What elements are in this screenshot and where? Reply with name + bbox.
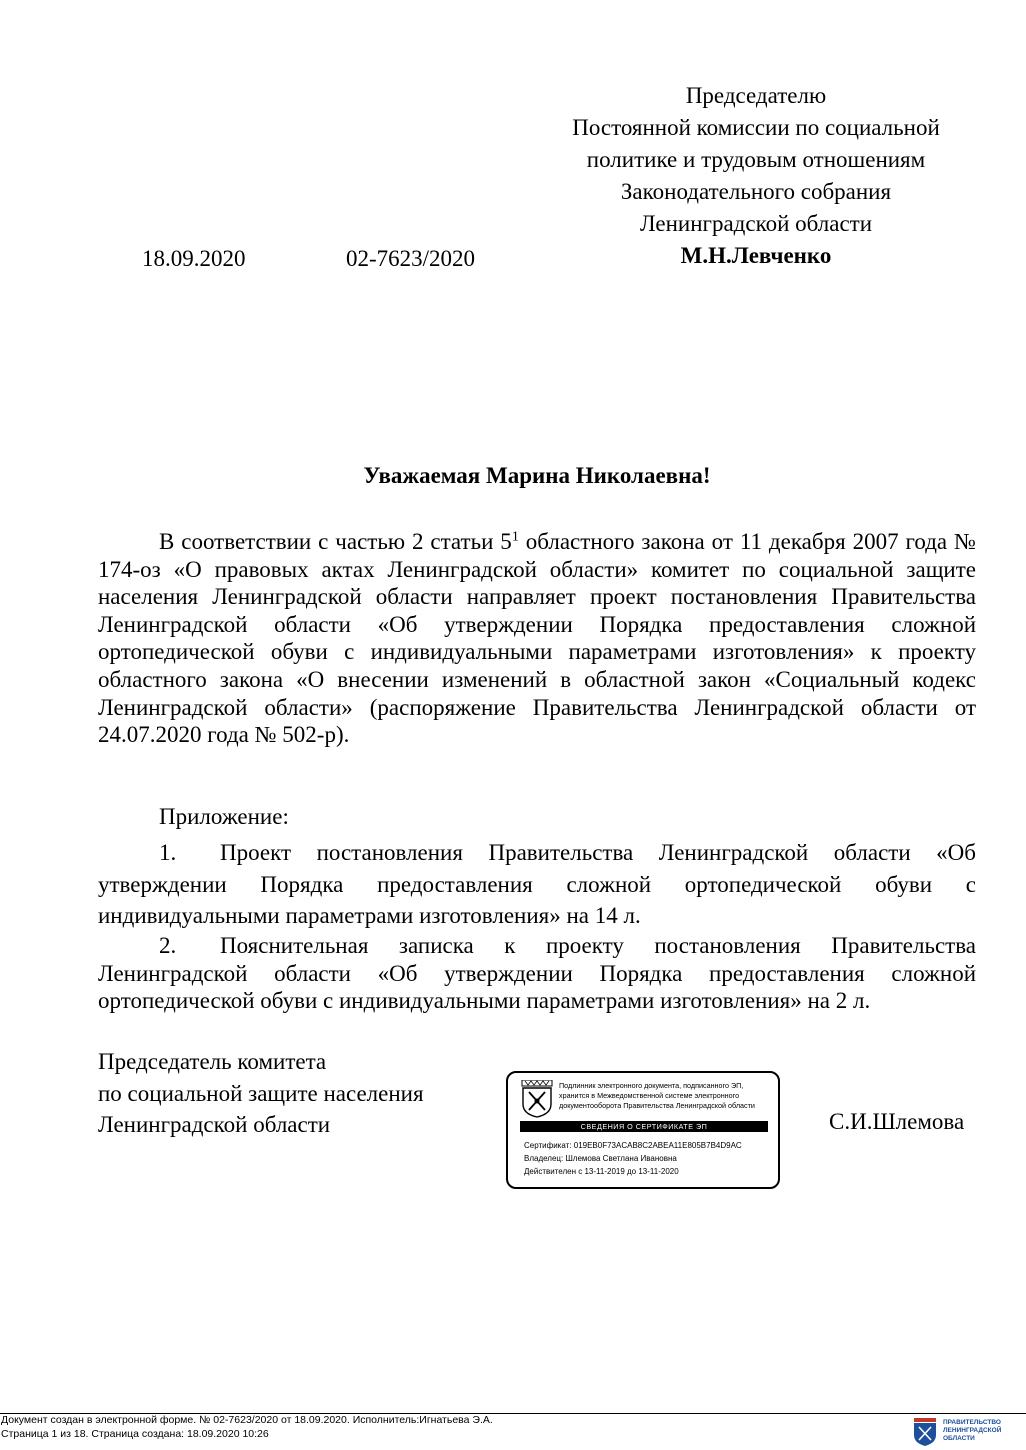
coat-of-arms-icon: [520, 1080, 554, 1118]
footer-logo-text: [943, 1419, 1001, 1443]
signer-line-3: Ленинградской области: [98, 1112, 331, 1137]
footer-line-1: Документ создан в электронной форме. № 02-7623/2020 от 18.09.2020. Исполнитель:Игнатьева Э.А.: [1, 1414, 493, 1426]
footer-logo-line: ПРАВИТЕЛЬСТВО: [943, 1419, 1001, 1426]
stamp-note-line: хранится в Межведомственной системе электронного: [559, 1091, 740, 1100]
footer-logo-line: ОБЛАСТИ: [943, 1435, 975, 1442]
footer-info: [1, 1414, 493, 1441]
e-signature-stamp: [506, 1071, 780, 1189]
stamp-note: [559, 1081, 779, 1111]
salutation: Уважаемая Марина Николаевна!: [363, 463, 711, 488]
appendix-item-number: 2.: [159, 933, 177, 958]
appendix-item: [98, 932, 976, 1015]
signer-name: С.И.Шлемова: [829, 1109, 965, 1134]
stamp-note-line: Подлинник электронного документа, подписанного ЭП,: [559, 1081, 744, 1090]
body-text-part-1: В соответствии с частью 2 статьи 5: [159, 529, 512, 554]
appendix-item-text: Пояснительная записка к проекту постановления Правительства Ленинградской области «Об утверждении Порядка предоставления сложной ортопедической обуви с индивидуальными параметрами изготовления» на 2 л.: [98, 933, 976, 1014]
government-emblem-icon: [913, 1418, 937, 1446]
body-paragraph: [98, 528, 976, 749]
signer-position: [98, 1046, 424, 1141]
article-superscript: 1: [511, 529, 519, 545]
signer-line-2: по социальной защите населения: [98, 1080, 424, 1106]
appendix-title: Приложение:: [159, 804, 289, 829]
stamp-owner: Владелец: Шлемова Светлана Ивановна: [524, 1154, 677, 1163]
addressee-line-4: Законодательного собрания: [620, 179, 892, 204]
registration-number: 02-7623/2020: [346, 246, 476, 271]
addressee-line-5: Ленинградской области: [639, 211, 873, 236]
body-text-part-2: областного закона от 11 декабря 2007 года № 174-оз «О правовых актах Ленинградской области» комитет по социальной защите населения Ленинградской области направляет проект постановления Правительства Ленинградской области «Об утверждении Порядка предоставления сложной ортопедической обуви с индивидуальными параметрами изготовления» к проекту областного закона «О внесении изменений в областной закон «Социальный кодекс Ленинградской области» (распоряжение Правительства Ленинградской области от 24.07.2020 года № 502-р).: [98, 529, 976, 748]
signer-line-1: Председатель комитета: [98, 1049, 327, 1074]
stamp-certificate-header: СВЕДЕНИЯ О СЕРТИФИКАТЕ ЭП: [520, 1121, 768, 1132]
addressee-line-3: политике и трудовым отношениям: [586, 147, 926, 172]
appendix-item: [98, 837, 976, 932]
stamp-note-line: документооборота Правительства Ленинградской области: [559, 1101, 755, 1110]
footer-line-2: Страница 1 из 18. Страница создана: 18.09.2020 10:26: [1, 1427, 269, 1440]
appendix-item-text: Проект постановления Правительства Ленинградской области «Об утверждении Порядка предоставления сложной ортопедической обуви с индивидуальными параметрами изготовления» на 14 л.: [98, 840, 976, 928]
stamp-validity: Действителен с 13-11-2019 до 13-11-2020: [524, 1167, 679, 1176]
registration-date: 18.09.2020: [142, 246, 246, 271]
addressee-line-1: Председателю: [685, 83, 827, 108]
stamp-certificate: Сертификат: 019EB0F73ACAB8C2ABEA11E805B7B4D9AC: [524, 1141, 742, 1150]
addressee-block: [556, 80, 956, 272]
footer-logo-line: ЛЕНИНГРАДСКОЙ: [943, 1427, 1002, 1434]
appendix-item-number: 1.: [159, 840, 177, 865]
addressee-line-2: Постоянной комиссии по социальной: [572, 115, 940, 140]
addressee-name: М.Н.Левченко: [680, 243, 832, 268]
